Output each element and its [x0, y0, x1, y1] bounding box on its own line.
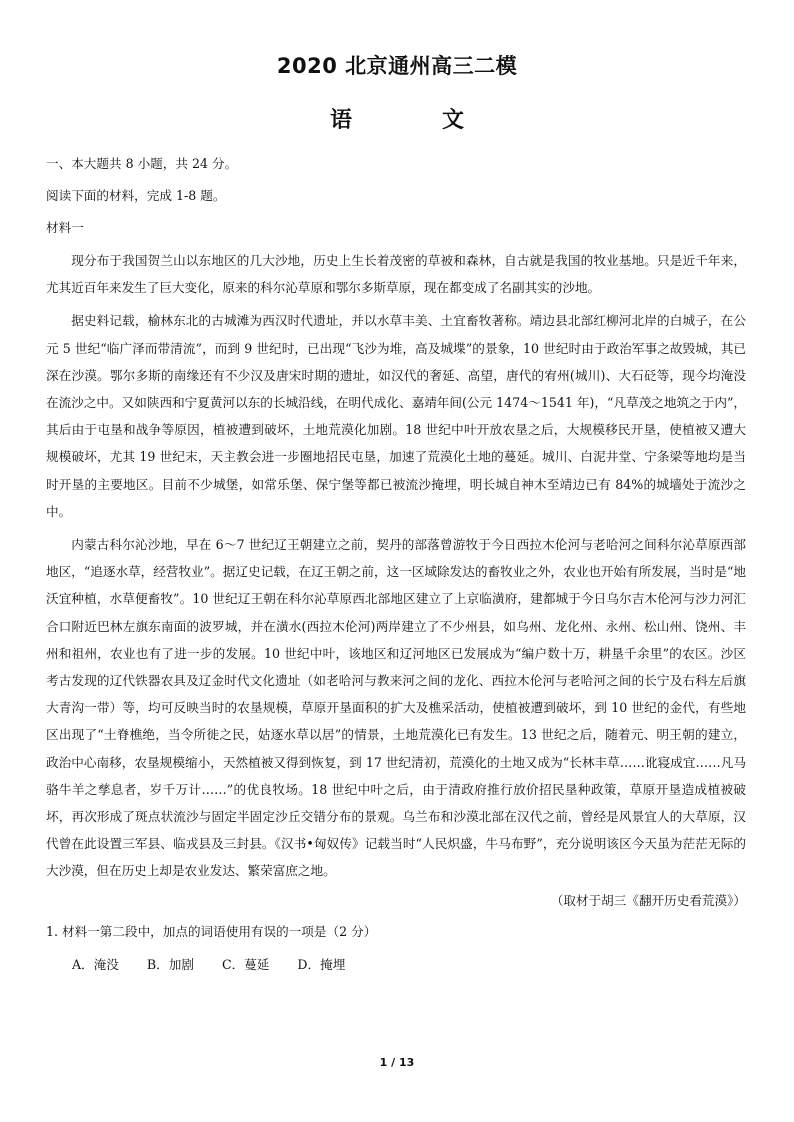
- subject-heading: 语 文: [329, 108, 498, 133]
- material-label: 材料一: [46, 220, 84, 235]
- document-title: 2020 北京通州高三二模: [276, 54, 518, 78]
- option-c[interactable]: C．蔓延: [221, 956, 270, 972]
- question-stem: 1. 材料一第二段中，加点的词语使用有误的一项是（2 分）: [46, 923, 377, 939]
- paragraph: 内蒙古科尔沁沙地，早在 6～7 世纪辽王朝建立之前，契丹的部落曾游牧于今日西拉木伦河与老哈河之间科尔沁草原西部地区，“追逐水草，经营牧业”。据辽史记载，在辽王朝之前，这一区域除发达的畜牧业之外，农业也开始有所发展，当时是“地沃宜种植，水草便畜牧”。10 世纪辽王朝在科尔沁草原西北部地区建立了上京临潢府，建都城于今日乌尔吉木伦河与沙力河汇合口附近巴林左旗东南面的波罗城，并在潢水(西拉木伦河)两岸建立了不少州县，如乌州、龙化州、永州、松山州、饶州、丰州和祖州，农业也有了进一步的发展。10 世纪中叶，该地区和辽河地区已发展成为“编户数十万，耕垦千余里”的农区。沙区考古发现的辽代铁器农具及辽金时代文化遗址（如老哈河与教来河之间的龙化、西拉木伦河与老哈河之间的长宁及右科左后旗大青沟一带）等，均可反映当时的农垦规模，草原开垦面积的扩大及樵采活动，使植被遭到破坏，到 10 世纪的金代，有些地区出现了“土脊樵绝，当令所徙之民，姑逐水草以居”的情景，土地荒漠化已有发生。13 世纪之后，随着元、明王朝的建立，政治中心南移，农垦规模缩小，天然植被又得到恢复，到 17 世纪清初，荒漠化的土地又成为“长林丰草……讹寝成宜……凡马骆牛羊之孳息者，岁千万计……”的优良牧场。18 世纪中叶之后，由于清政府推行放价招民垦种政策，草原开垦造成植被破坏，再次形成了斑点状流沙与固定半固定沙丘交错分布的景观。乌兰布和沙漠北部在汉代之前，曾经是风景宜人的大草原，汉代曾在此设置三军县、临戎县及三封县。《汉书•匈奴传》记载当时“人民炽盛，牛马布野”，充分说明该区今天虽为茫茫无际的大沙漠，但在历史上却是农业发达、繁荣富庶之地。: [46, 537, 746, 879]
- paragraph: 据史料记载，榆林东北的古城滩为西汉时代遗址，并以水草丰美、土宜畜牧著称。靖边县北部红柳河北岸的白城子，在公元 5 世纪“临广泽而带清流”，而到 9 世纪时，已出现“飞沙为堆，高及城堞”的景象，10 世纪时由于政治军事之故毁城，其已深在沙漠。鄂尔多斯的南缘还有不少汉及唐宋时期的遗址，如汉代的奢延、高望，唐代的宥州(城川)、大石砭等，现今均淹没在流沙之中。又如陕西和宁夏黄河以东的长城沿线，在明代成化、嘉靖年间(公元 1474～1541 年)，“凡草茂之地筑之于内”，其后由于屯垦和战争等原因，植被遭到破坏，土地荒漠化加剧。18 世纪中叶开放农垦之后，大规模移民开垦，使植被又遭大规模破坏，尤其 19 世纪末，天主教会进一步圈地招民屯垦，加速了荒漠化土地的蔓延。城川、白泥井堂、宁条梁等地均是当时开垦的主要地区。目前不少城堡，如常乐堡、保宁堡等都已被流沙掩埋，明长城自神木至靖边已有 84%的城墙处于流沙之中。: [46, 313, 746, 519]
- page-number: 1 / 13: [379, 1056, 415, 1069]
- instruction-text: 阅读下面的材料，完成 1-8 题。: [46, 188, 226, 203]
- option-a[interactable]: A．淹没: [72, 956, 119, 972]
- section-heading: 一、本大题共 8 小题，共 24 分。: [46, 156, 238, 171]
- source-citation: （取材于胡三《翻开历史看荒漠》）: [550, 892, 746, 908]
- answer-options: [72, 951, 746, 978]
- paragraph: 现分布于我国贺兰山以东地区的几大沙地，历史上生长着茂密的草被和森林，自古就是我国的牧业基地。只是近千年来，尤其近百年来发生了巨大变化，原来的科尔沁草原和鄂尔多斯草原，现在都变成了名副其实的沙地。: [46, 253, 746, 296]
- document-body: [46, 150, 746, 978]
- option-b[interactable]: B．加剧: [146, 956, 194, 972]
- option-d[interactable]: D．掩埋: [297, 956, 346, 972]
